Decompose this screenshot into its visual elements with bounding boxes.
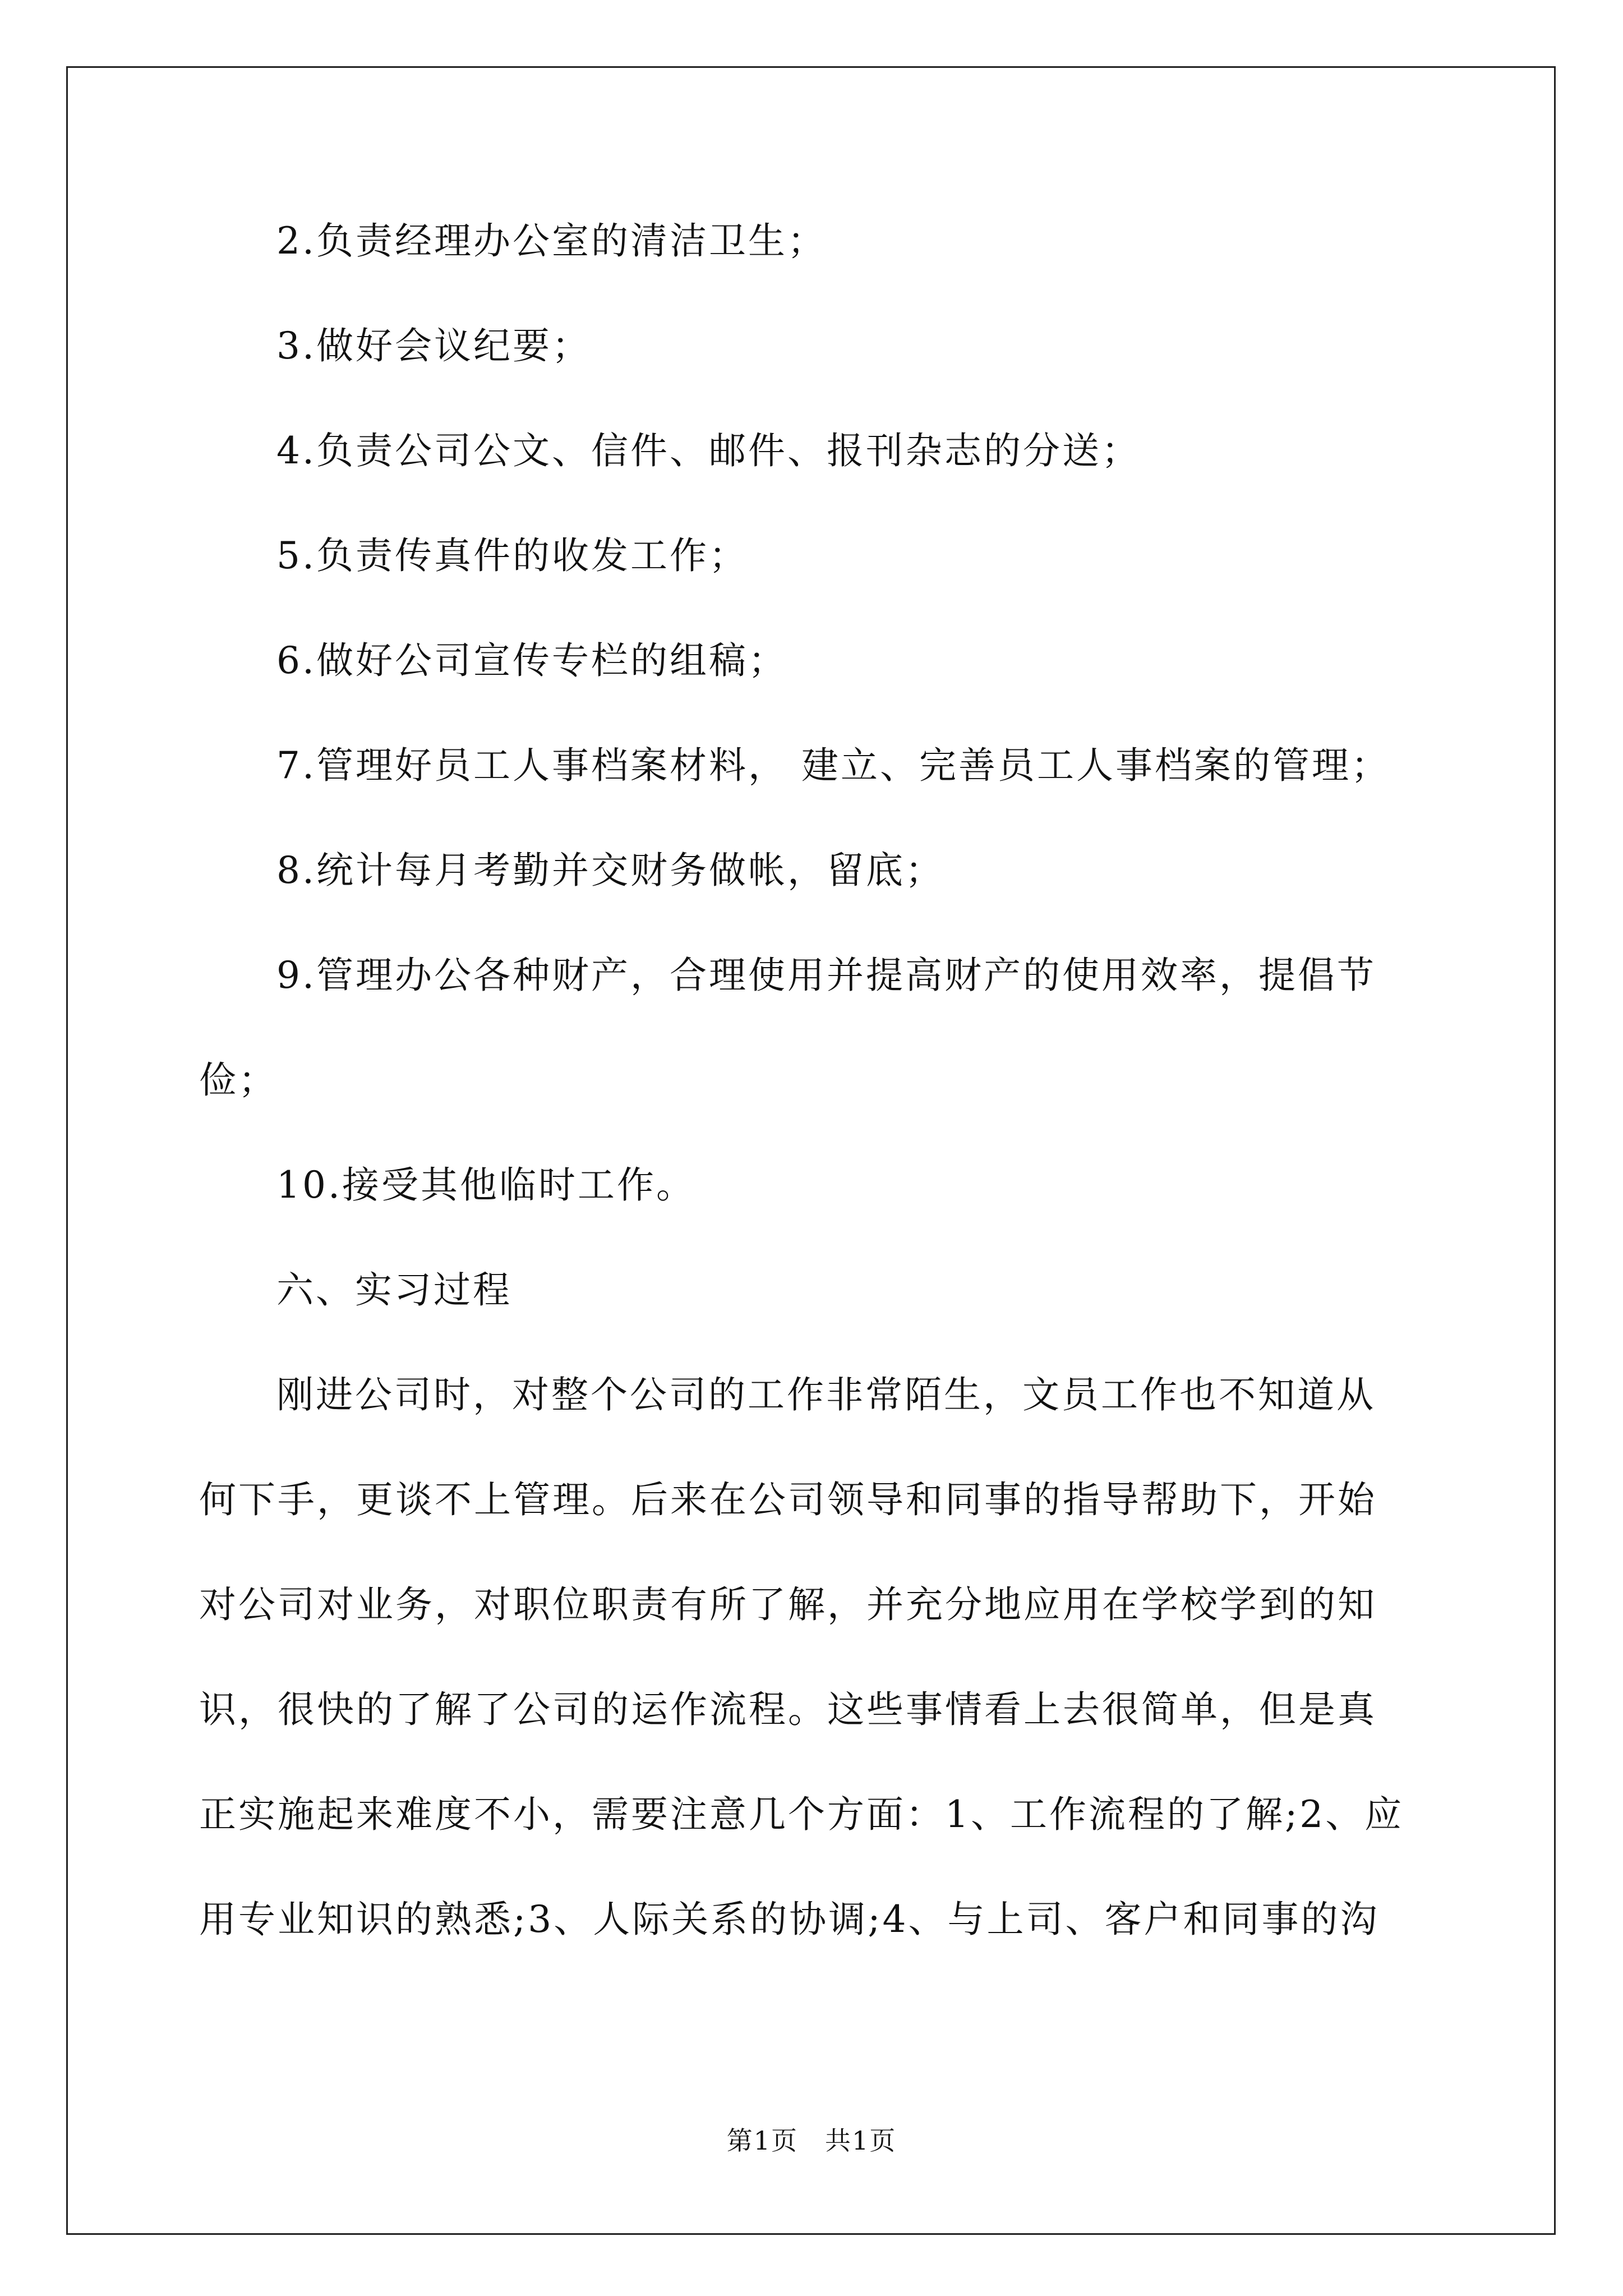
section-heading: 六、实习过程 <box>276 1268 512 1312</box>
paragraph-line: 识，很快的了解了公司的运作流程。这些事情看上去很简单，但是真 <box>199 1688 1377 1731</box>
list-item-4: 4.负责公司公文、信件、邮件、报刊杂志的分送； <box>276 429 1141 472</box>
list-item-6: 6.做好公司宣传专栏的组稿； <box>276 639 787 682</box>
paragraph-line: 对公司对业务，对职位职责有所了解，并充分地应用在学校学到的知 <box>199 1583 1377 1626</box>
paragraph-line: 用专业知识的熟悉;3、人际关系的协调;4、与上司、客户和同事的沟 <box>199 1898 1380 1941</box>
list-item-9: 9.管理办公各种财产，合理使用并提高财产的使用效率，提倡节 <box>276 954 1376 997</box>
list-item-2: 2.负责经理办公室的清洁卫生； <box>276 219 827 263</box>
list-item-7: 7.管理好员工人事档案材料， 建立、完善员工人事档案的管理； <box>276 744 1390 787</box>
list-item-5: 5.负责传真件的收发工作； <box>276 534 748 577</box>
list-item-10: 10.接受其他临时工作。 <box>276 1163 695 1207</box>
paragraph-line: 正实施起来难度不小，需要注意几个方面：1、工作流程的了解;2、应 <box>199 1793 1404 1836</box>
list-item-9-continued: 俭； <box>199 1059 278 1102</box>
paragraph-line: 何下手，更谈不上管理。后来在公司领导和同事的指导帮助下，开始 <box>199 1478 1377 1521</box>
list-item-3: 3.做好会议纪要； <box>276 324 591 367</box>
page-footer: 第1页 共1页 <box>726 2125 897 2156</box>
list-item-8: 8.统计每月考勤并交财务做帐，留底； <box>276 849 944 892</box>
paragraph-line: 刚进公司时，对整个公司的工作非常陌生，文员工作也不知道从 <box>276 1373 1376 1416</box>
